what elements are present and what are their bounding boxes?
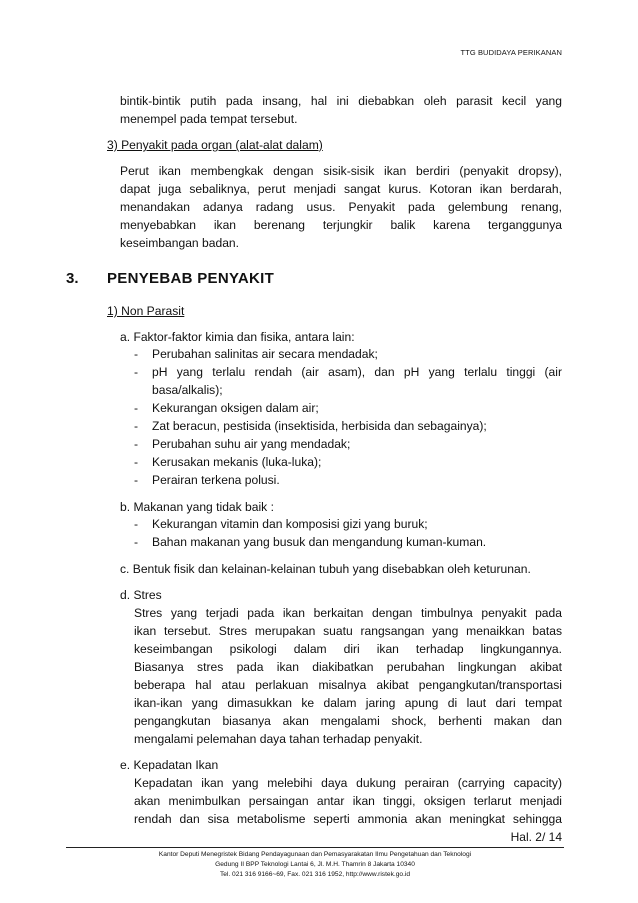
bullet: - xyxy=(134,473,139,487)
subsection-label: 3) Penyakit pada organ (alat-alat dalam) xyxy=(107,138,323,152)
list-heading: b. Makanan yang tidak baik : xyxy=(120,500,274,514)
paragraph-line: dapat juga sebaliknya, perut menjadi sangat kurus. Kotoran ikan berdarah, xyxy=(120,182,562,196)
list-item: Kekurangan vitamin dan komposisi gizi yang buruk; xyxy=(152,517,428,531)
footer-rule xyxy=(66,847,564,848)
paragraph-line: mengalami pelemahan daya tahan terhadap penyakit. xyxy=(134,732,423,746)
paragraph-line: keseimbangan psikologi dalam diri ikan terhadap lingkungannya. xyxy=(134,642,562,656)
list-heading: d. Stres xyxy=(120,588,162,602)
bullet: - xyxy=(134,535,139,549)
list-item: Perairan terkena polusi. xyxy=(152,473,280,487)
footer-line: Tel. 021 316 9166~69, Fax. 021 316 1952, http://www.ristek.go.id xyxy=(219,871,411,878)
paragraph-line: pengangkutan biasanya akan mengalami shock, berhenti makan dan xyxy=(134,714,562,728)
list-heading: c. Bentuk fisik dan kelainan-kelainan tubuh yang disebabkan oleh keturunan. xyxy=(120,562,531,576)
paragraph-line: akan menimbulkan persaingan antar ikan tinggi, oksigen terlarut menjadi xyxy=(134,794,562,808)
paragraph-line: beberapa hal atau perlakuan misalnya akibat pengangkutan/transportasi xyxy=(134,678,562,692)
list-item: Perubahan suhu air yang mendadak; xyxy=(152,437,351,451)
list-heading: a. Faktor-faktor kimia dan fisika, antara lain: xyxy=(120,330,355,344)
list-item: Perubahan salinitas air secara mendadak; xyxy=(152,347,378,361)
paragraph-line: ikan-ikan yang dimasukkan ke dalam jaring apung di laut dari tempat xyxy=(134,696,562,710)
section-title: PENYEBAB PENYAKIT xyxy=(107,270,275,287)
list-heading: e. Kepadatan Ikan xyxy=(120,758,219,772)
paragraph-line: keseimbangan badan. xyxy=(120,236,240,250)
bullet: - xyxy=(134,365,139,379)
bullet: - xyxy=(134,437,139,451)
bullet: - xyxy=(134,347,139,361)
paragraph-line: Kepadatan ikan yang melebihi daya dukung perairan (carrying capacity) xyxy=(134,776,562,790)
paragraph-line: Perut ikan membengkak dengan sisik-sisik ikan berdiri (penyakit dropsy), xyxy=(120,164,562,178)
bullet: - xyxy=(134,455,139,469)
list-item: Zat beracun, pestisida (insektisida, herbisida dan sebagainya); xyxy=(152,419,487,433)
paragraph-line: menyebabkan ikan berenang terjungkir balik karena terganggunya xyxy=(120,218,562,232)
paragraph-line: ikan tersebut. Stres merupakan suatu rangsangan yang menaikkan batas xyxy=(134,624,562,638)
footer-line: Kantor Deputi Menegristek Bidang Pendayagunaan dan Pemasyarakatan Ilmu Pengetahuan dan Teknologi xyxy=(158,851,472,858)
running-header: TTG BUDIDAYA PERIKANAN xyxy=(460,48,562,57)
paragraph-line: Stres yang terjadi pada ikan berkaitan dengan timbulnya penyakit pada xyxy=(134,606,562,620)
list-item: Kekurangan oksigen dalam air; xyxy=(152,401,319,415)
paragraph-line: bintik-bintik putih pada insang, hal ini diebabkan oleh parasit kecil yang xyxy=(120,94,562,108)
paragraph-line: menempel pada tempat tersebut. xyxy=(120,112,298,126)
page-number: Hal. 2/ 14 xyxy=(510,830,562,844)
list-item: pH yang terlalu rendah (air asam), dan pH yang terlalu tinggi (air xyxy=(152,365,562,379)
section-number: 3. xyxy=(66,270,79,287)
list-item: Bahan makanan yang busuk dan mengandung kuman-kuman. xyxy=(152,535,487,549)
list-item: Kerusakan mekanis (luka-luka); xyxy=(152,455,322,469)
bullet: - xyxy=(134,419,139,433)
bullet: - xyxy=(134,401,139,415)
paragraph-line: Biasanya stres pada ikan diakibatkan perubahan lingkungan akibat xyxy=(134,660,562,674)
paragraph-line: menandakan adanya radang usus. Penyakit pada gelembung renang, xyxy=(120,200,562,214)
subsection-label: 1) Non Parasit xyxy=(107,304,185,318)
footer-line: Gedung II BPP Teknologi Lantai 6, Jl. M.H. Thamrin 8 Jakarta 10340 xyxy=(215,861,415,868)
paragraph-line: rendah dan sisa metabolisme seperti ammonia akan meningkat sehingga xyxy=(134,812,562,826)
bullet: - xyxy=(134,517,139,531)
list-item: basa/alkalis); xyxy=(152,383,223,397)
